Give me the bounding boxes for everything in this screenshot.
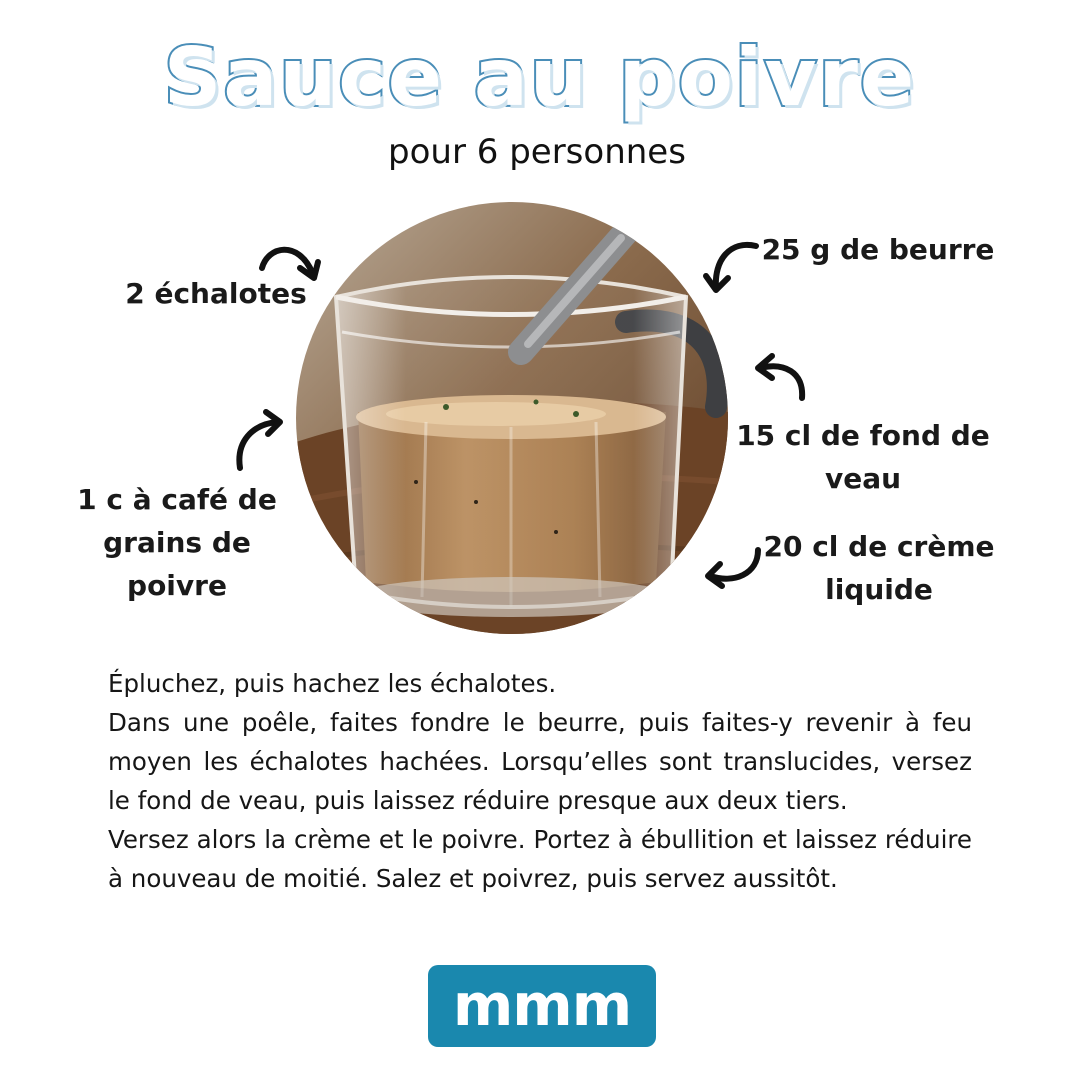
curved-arrow-icon [700, 544, 766, 590]
ingredient-veal-stock: 15 cl de fond de veau [736, 419, 990, 495]
recipe-servings: pour 6 personnes [388, 132, 686, 172]
recipe-instructions [108, 664, 972, 898]
ingredient-butter: 25 g de beurre [761, 233, 995, 266]
instruction-step: Dans une poêle, faites fondre le beurre, puis faites-y revenir à feu moyen les échalotes hachées. Lorsqu’elles sont translucides, versez le fond de veau, puis laissez réduire presque aux deux tiers. [108, 708, 972, 815]
ingredient-peppercorns: 1 c à café de grains de poivre [77, 483, 277, 602]
instruction-step: Épluchez, puis hachez les échalotes. [108, 669, 557, 698]
brand-logo: mmm [428, 965, 656, 1047]
ingredient-cream: 20 cl de crème liquide [763, 530, 995, 606]
ingredient-shallots: 2 échalotes [125, 277, 307, 310]
curved-arrow-icon [750, 348, 814, 404]
curved-arrow-icon [700, 236, 764, 298]
sauce-jar-photo [296, 202, 728, 634]
instruction-step: Versez alors la crème et le poivre. Portez à ébullition et laissez réduire à nouveau de moitié. Salez et poivrez, puis servez aussitôt. [108, 825, 972, 893]
curved-arrow-icon [254, 238, 326, 288]
curved-arrow-icon [230, 408, 290, 474]
recipe-title: Sauce au poivre [163, 31, 917, 124]
